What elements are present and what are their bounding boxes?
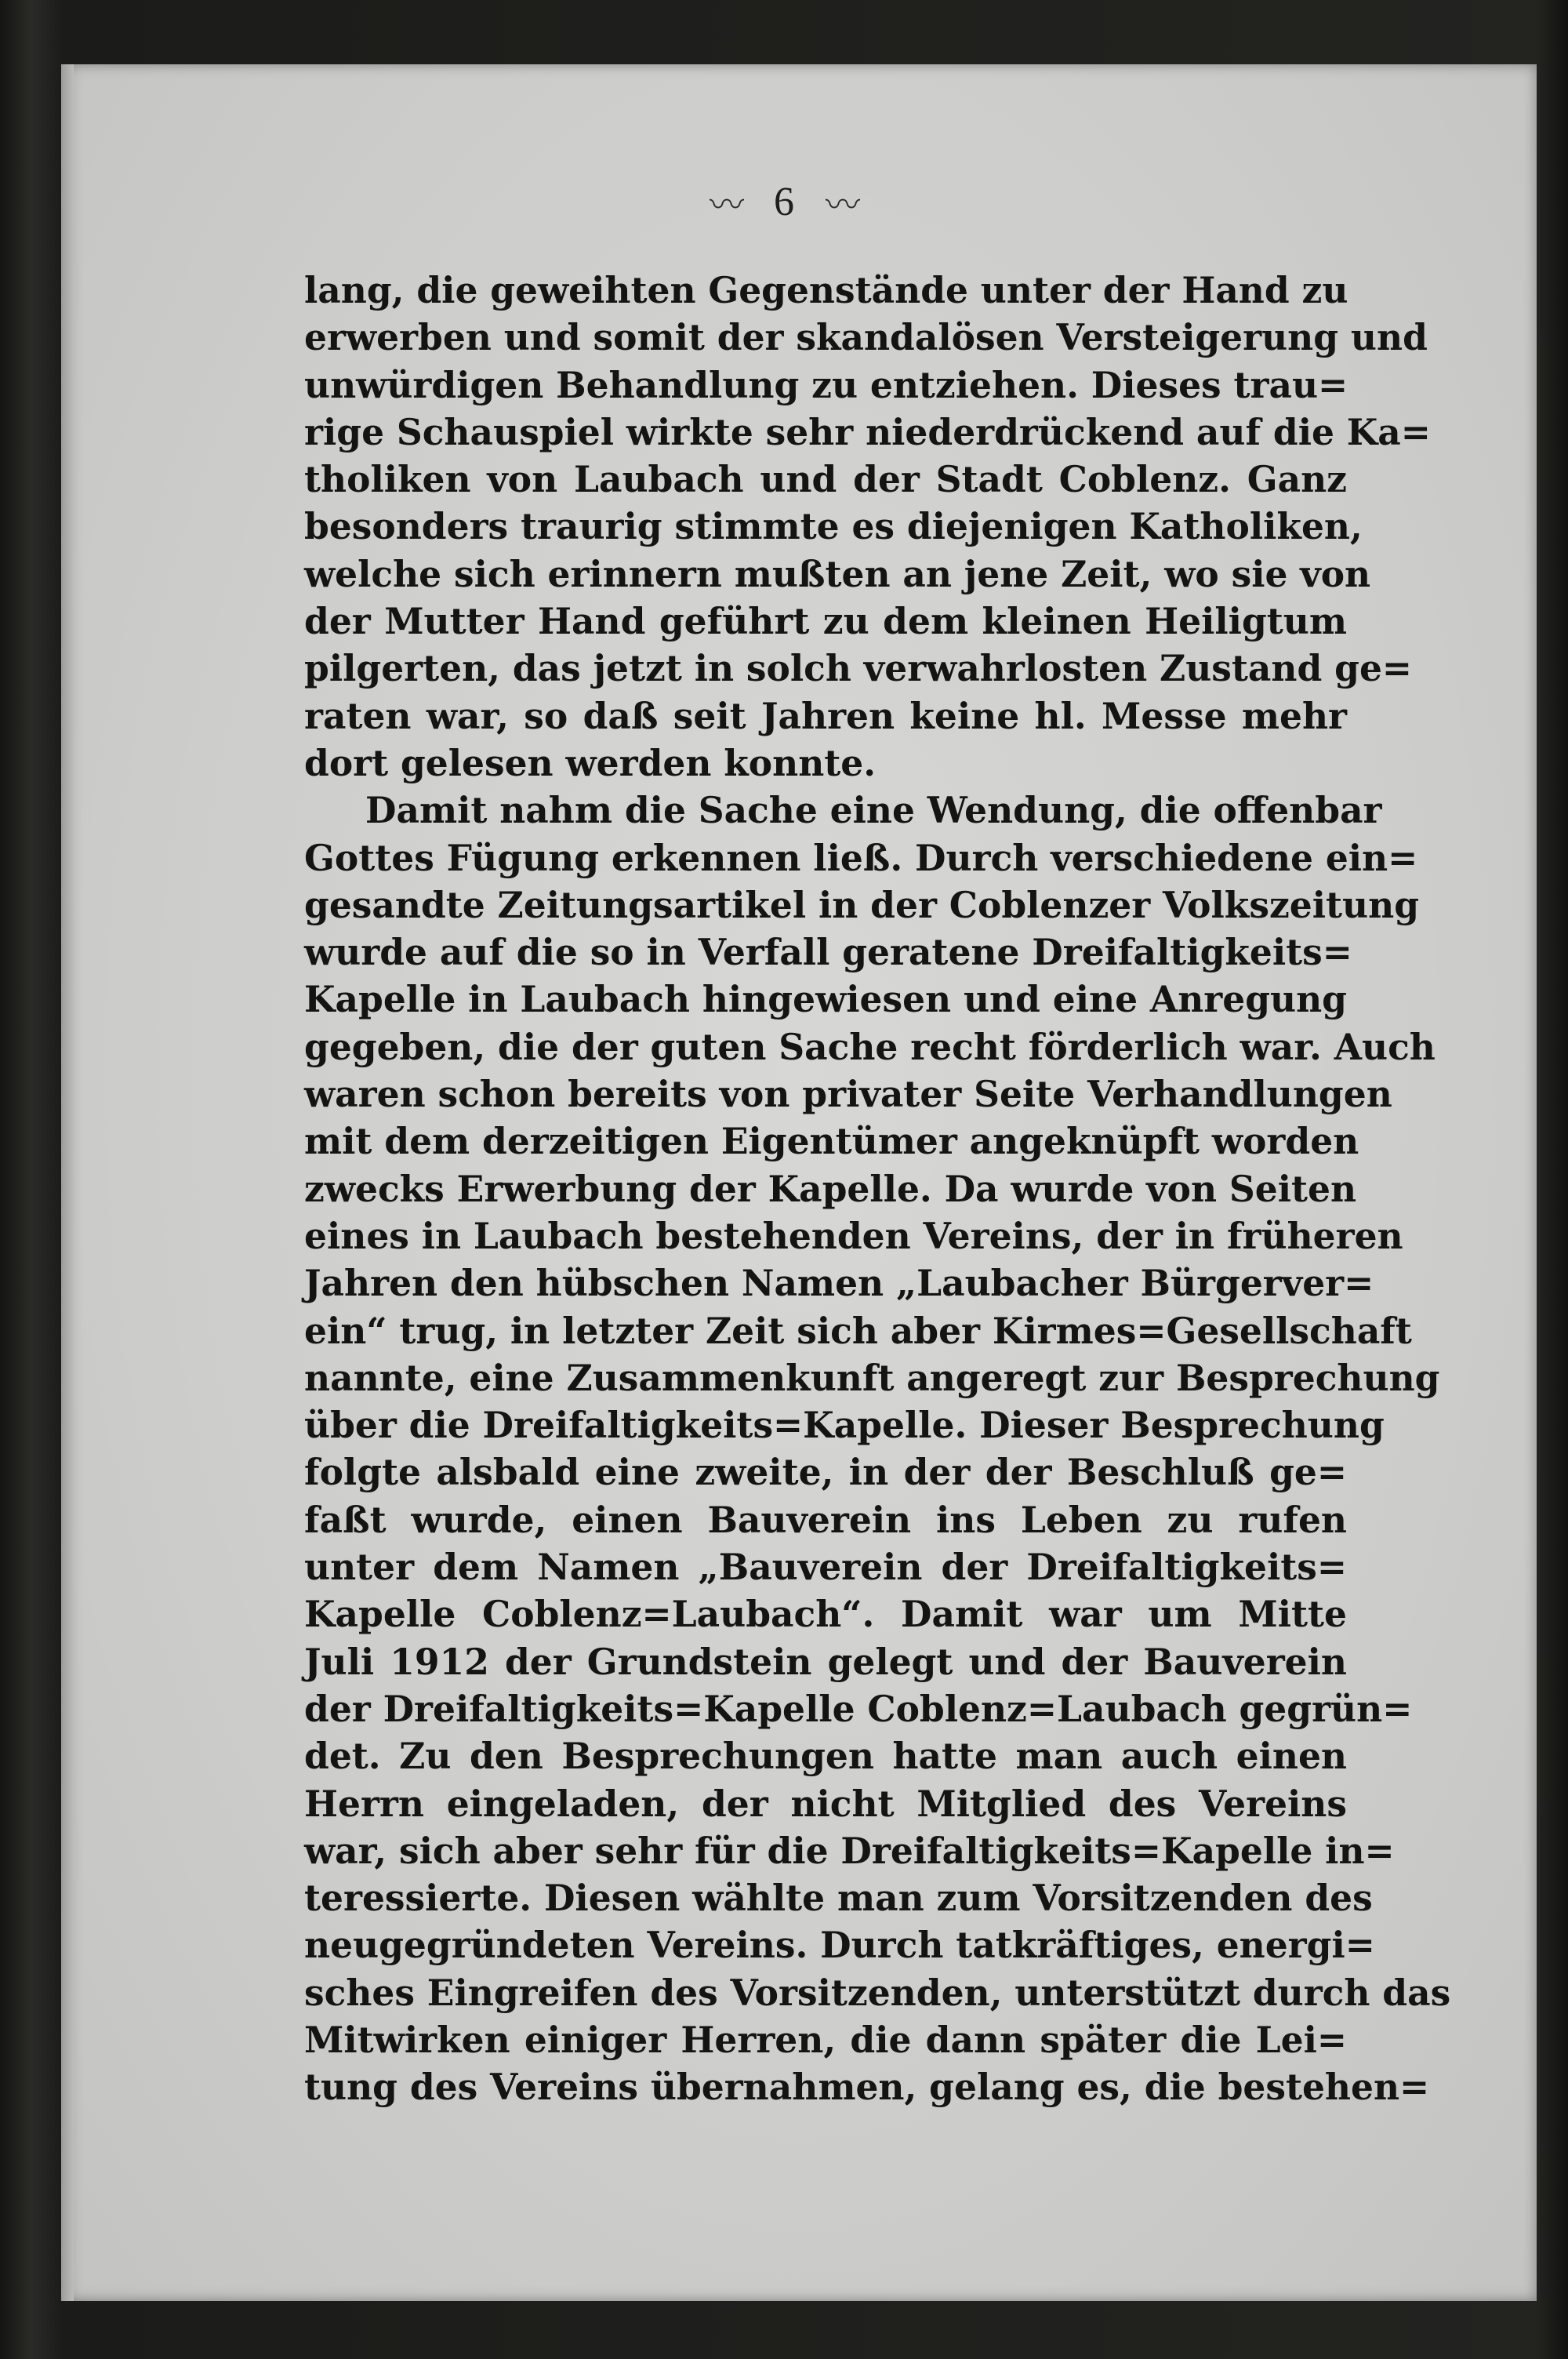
text-line: Damit nahm die Sache eine Wendung, die offenbar: [365, 789, 1382, 832]
ornament-left-icon: 〰: [710, 185, 742, 225]
text-line: unwürdigen Behandlung zu entziehen. Dieses trau=: [304, 363, 1348, 406]
text-line: war, sich aber sehr für die Dreifaltigkeits=Kapelle in=: [304, 1829, 1395, 1872]
text-line: raten war, so daß seit Jahren keine hl. Messe mehr: [304, 694, 1347, 737]
text-line: Gottes Fügung erkennen ließ. Durch verschiedene ein=: [304, 836, 1418, 879]
text-line: tholiken von Laubach und der Stadt Coblenz. Ganz: [304, 458, 1347, 501]
text-line: pilgerten, das jetzt in solch verwahrlosten Zustand ge=: [304, 647, 1413, 690]
text-line: folgte alsbald eine zweite, in der der Beschluß ge=: [304, 1451, 1347, 1494]
text-line: über die Dreifaltigkeits=Kapelle. Dieser Besprechung: [304, 1404, 1385, 1447]
text-line: Mitwirken einiger Herren, die dann später die Lei=: [304, 2018, 1347, 2061]
text-line: neugegründeten Vereins. Durch tatkräftiges, energi=: [304, 1924, 1375, 1967]
text-line: Kapelle in Laubach hingewiesen und eine Anregung: [304, 978, 1347, 1021]
text-line: lang, die geweihten Gegenstände unter der Hand zu: [304, 269, 1348, 311]
text-line: dort gelesen werden konnte.: [304, 741, 877, 784]
text-line: ein“ trug, in letzter Zeit sich aber Kirmes=Gesellschaft: [304, 1309, 1412, 1352]
text-line: nannte, eine Zusammenkunft angeregt zur Besprechung: [304, 1356, 1440, 1399]
body-text: [304, 267, 1451, 2111]
text-line: erwerben und somit der skandalösen Versteigerung und: [304, 316, 1428, 359]
text-line: wurde auf die so in Verfall geratene Dreifaltigkeits=: [304, 931, 1352, 974]
text-line: Juli 1912 der Grundstein gelegt und der Bauverein: [304, 1640, 1347, 1683]
text-line: der Dreifaltigkeits=Kapelle Coblenz=Laubach gegrün=: [304, 1687, 1413, 1730]
ornament-right-icon: 〰: [826, 185, 858, 225]
text-line: besonders traurig stimmte es diejenigen Katholiken,: [304, 505, 1363, 548]
text-line: eines in Laubach bestehenden Vereins, der in früheren: [304, 1214, 1403, 1257]
text-line: mit dem derzeitigen Eigentümer angeknüpft worden: [304, 1120, 1359, 1163]
page-header: [0, 174, 1568, 229]
text-line: det. Zu den Besprechungen hatte man auch einen: [304, 1735, 1347, 1778]
text-line: Kapelle Coblenz=Laubach“. Damit war um Mitte: [304, 1593, 1347, 1636]
text-line: sches Eingreifen des Vorsitzenden, unterstützt durch das: [304, 1971, 1451, 2014]
text-line: unter dem Namen „Bauverein der Dreifaltigkeits=: [304, 1546, 1347, 1589]
text-line: gesandte Zeitungsartikel in der Coblenzer Volkszeitung: [304, 883, 1420, 926]
page-number: 6: [774, 179, 794, 224]
text-line: teressierte. Diesen wählte man zum Vorsitzenden des: [304, 1877, 1373, 1920]
text-line: der Mutter Hand geführt zu dem kleinen Heiligtum: [304, 600, 1347, 643]
text-line: tung des Vereins übernahmen, gelang es, die bestehen=: [304, 2066, 1430, 2109]
text-line: zwecks Erwerbung der Kapelle. Da wurde von Seiten: [304, 1167, 1357, 1210]
text-line: faßt wurde, einen Bauverein ins Leben zu rufen: [304, 1498, 1347, 1541]
text-line: waren schon bereits von privater Seite Verhandlungen: [304, 1073, 1392, 1116]
text-line: rige Schauspiel wirkte sehr niederdrückend auf die Ka=: [304, 410, 1431, 453]
text-line: gegeben, die der guten Sache recht förderlich war. Auch: [304, 1025, 1436, 1068]
text-line: Jahren den hübschen Namen „Laubacher Bürgerver=: [304, 1262, 1374, 1305]
text-line: Herrn eingeladen, der nicht Mitglied des Vereins: [304, 1782, 1347, 1825]
page-gutter-shadow: [61, 64, 74, 2301]
text-line: welche sich erinnern mußten an jene Zeit, wo sie von: [304, 552, 1371, 595]
